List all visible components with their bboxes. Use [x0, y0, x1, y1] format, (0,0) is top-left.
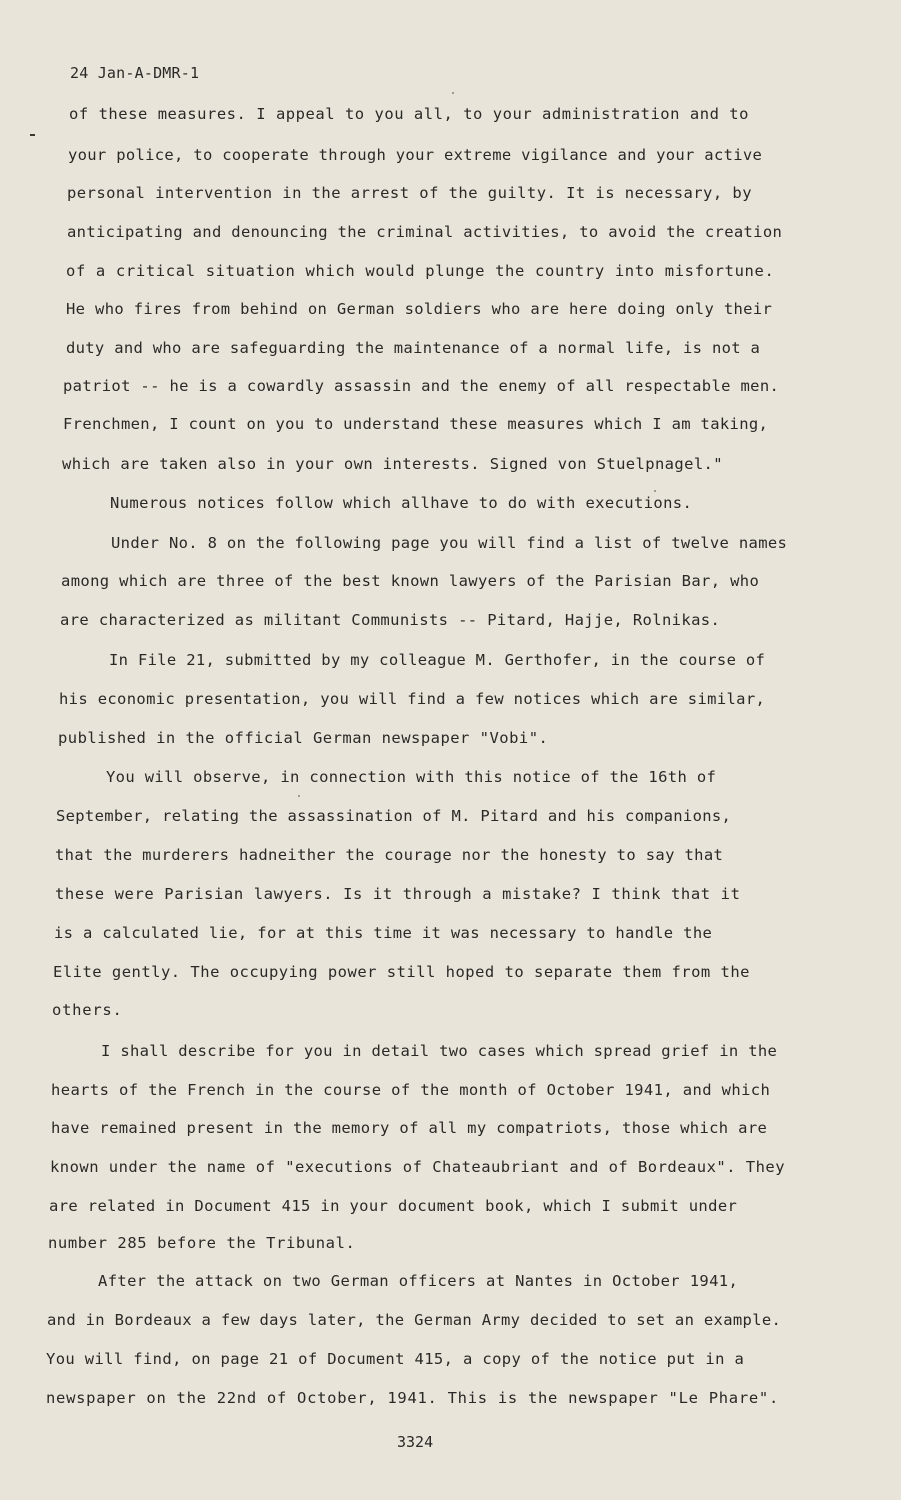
text-line: have remained present in the memory of all my compatriots, those which are	[51, 1119, 768, 1137]
ink-speck	[298, 795, 300, 797]
text-line: personal intervention in the arrest of the guilty. It is necessary, by	[67, 184, 752, 202]
paragraph-start: Numerous notices follow which allhave to do with executions.	[110, 494, 693, 512]
document-header: 24 Jan-A-DMR-1	[70, 64, 200, 82]
page-number: 3324	[397, 1433, 434, 1451]
text-line: September, relating the assassination of M. Pitard and his companions,	[56, 807, 732, 825]
text-line: duty and who are safeguarding the maintenance of a normal life, is not a	[66, 339, 761, 357]
text-line: hearts of the French in the course of the month of October 1941, and which	[51, 1081, 771, 1099]
paragraph-start: After the attack on two German officers at Nantes in October 1941,	[98, 1272, 739, 1290]
text-line: of these measures. I appeal to you all, to your administration and to	[69, 105, 749, 123]
paragraph-start: In File 21, submitted by my colleague M. Gerthofer, in the course of	[109, 651, 766, 669]
text-line: Frenchmen, I count on you to understand these measures which I am taking,	[63, 415, 769, 433]
text-line: these were Parisian lawyers. Is it through a mistake? I think that it	[55, 885, 741, 903]
text-line: of a critical situation which would plunge the country into misfortune.	[66, 262, 775, 280]
text-line: your police, to cooperate through your extreme vigilance and your active	[68, 146, 763, 164]
ink-speck	[654, 490, 656, 492]
text-line: among which are three of the best known lawyers of the Parisian Bar, who	[61, 572, 760, 590]
text-line: others.	[52, 1001, 123, 1019]
margin-mark	[30, 134, 35, 136]
text-line: are characterized as militant Communists -- Pitard, Hajje, Rolnikas.	[60, 611, 721, 629]
text-line: which are taken also in your own interests. Signed von Stuelpnagel."	[62, 455, 723, 473]
ink-speck	[452, 92, 454, 94]
text-line: published in the official German newspaper "Vobi".	[58, 729, 549, 747]
text-line: and in Bordeaux a few days later, the German Army decided to set an example.	[47, 1311, 782, 1329]
text-line: patriot -- he is a cowardly assassin and the enemy of all respectable men.	[63, 377, 780, 395]
text-line: is a calculated lie, for at this time it was necessary to handle the	[54, 924, 713, 942]
text-line: Elite gently. The occupying power still hoped to separate them from the	[53, 963, 750, 981]
text-line: He who fires from behind on German soldiers who are here doing only their	[66, 300, 773, 318]
paragraph-start: Under No. 8 on the following page you will find a list of twelve names	[111, 534, 788, 552]
text-line: anticipating and denouncing the criminal activities, to avoid the creation	[67, 223, 783, 241]
text-line: newspaper on the 22nd of October, 1941. This is the newspaper "Le Phare".	[46, 1389, 779, 1407]
text-line: his economic presentation, you will find a few notices which are similar,	[59, 690, 766, 708]
text-line: are related in Document 415 in your document book, which I submit under	[49, 1197, 738, 1215]
text-line: You will find, on page 21 of Document 415, a copy of the notice put in a	[46, 1350, 745, 1368]
text-line: that the murderers hadneither the courage nor the honesty to say that	[55, 846, 724, 864]
paragraph-start: You will observe, in connection with this notice of the 16th of	[106, 768, 717, 786]
text-line: number 285 before the Tribunal.	[48, 1234, 356, 1252]
paragraph-start: I shall describe for you in detail two cases which spread grief in the	[101, 1042, 778, 1060]
text-line: known under the name of "executions of Chateaubriant and of Bordeaux". They	[50, 1158, 785, 1176]
